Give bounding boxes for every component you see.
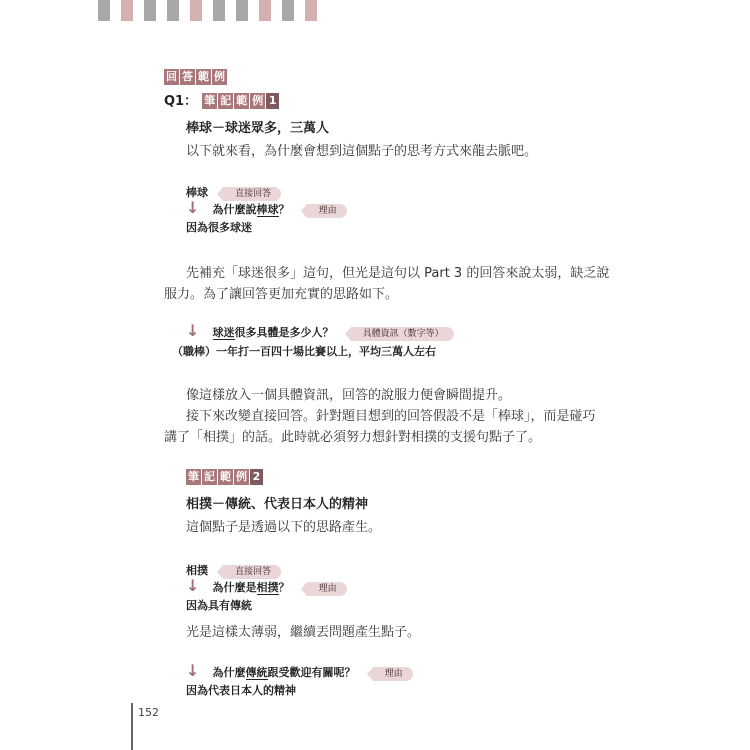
question: 球迷很多具體是多少人？ bbox=[212, 326, 334, 339]
ex2-flow1-answer: 因為具有傳統 bbox=[186, 599, 252, 612]
q1-header bbox=[164, 90, 279, 109]
q1-para1-line1: 先補充「球迷很多」這句，但光是這句以 Part 3 的回答來說太弱，缺乏說 bbox=[186, 266, 610, 281]
direct-answer-pill: 直接回答 bbox=[223, 187, 281, 201]
question: 為什麼說棒球？ bbox=[212, 203, 290, 216]
q1-para2-line2: 接下來改變直接回答。針對題目想到的回答假設不是「棒球」，而是碰巧 bbox=[186, 409, 596, 424]
down-arrow-icon: ↓ bbox=[186, 576, 200, 595]
keyword: 相撲 bbox=[186, 564, 208, 577]
reason-pill: 理由 bbox=[307, 204, 347, 218]
ex2-flow2-question-row bbox=[186, 661, 413, 681]
ex2-flow1-question-row bbox=[186, 576, 347, 596]
down-arrow-icon: ↓ bbox=[186, 321, 200, 340]
q1-flow2-question-row bbox=[186, 321, 454, 341]
down-arrow-icon: ↓ bbox=[186, 661, 200, 680]
note-example-2-tag: 筆 記 範 例 2 bbox=[186, 466, 263, 485]
direct-answer-pill: 直接回答 bbox=[223, 565, 281, 579]
reason-pill: 理由 bbox=[373, 667, 413, 681]
ex2-flow2-answer: 因為代表日本人的精神 bbox=[186, 684, 296, 697]
question: 為什麼傳統跟受歡迎有關呢？ bbox=[212, 666, 356, 679]
q1-para2-line3: 講了「相撲」的話。此時就必須努力想針對相撲的支援句點子了。 bbox=[164, 430, 542, 445]
specific-info-pill: 具體資訊（數字等） bbox=[351, 327, 454, 341]
ex2-intro: 這個點子是透過以下的思路產生。 bbox=[186, 520, 382, 535]
q1-flow1-question-row bbox=[186, 198, 347, 218]
q1-heading: 棒球－球迷眾多，三萬人 bbox=[186, 121, 330, 136]
down-arrow-icon: ↓ bbox=[186, 198, 200, 217]
page-margin-bar bbox=[131, 703, 133, 750]
q1-para1-line2: 服力。為了讓回答更加充實的思路如下。 bbox=[164, 287, 399, 302]
keyword: 棒球 bbox=[186, 186, 208, 199]
question: 為什麼是相撲？ bbox=[212, 581, 290, 594]
answer-example-tag: 回 答 範 例 bbox=[166, 69, 225, 83]
top-decoration bbox=[98, 0, 328, 21]
ex2-para: 光是這樣太薄弱，繼續丟問題產生點子。 bbox=[186, 625, 421, 640]
page-number: 152 bbox=[138, 706, 159, 719]
q1-flow2-answer: （職棒）一年打一百四十場比賽以上，平均三萬人左右 bbox=[172, 345, 436, 358]
ex2-heading: 相撲－傳統、代表日本人的精神 bbox=[186, 497, 369, 512]
q1-label: Q1： bbox=[164, 94, 198, 109]
note-example-1-tag: 筆 記 範 例 1 bbox=[202, 93, 279, 109]
q1-intro: 以下就來看，為什麼會想到這個點子的思考方式來龍去脈吧。 bbox=[186, 144, 538, 159]
q1-para2-line1: 像這樣放入一個具體資訊，回答的說服力便會瞬間提升。 bbox=[186, 388, 512, 403]
q1-flow1-answer: 因為很多球迷 bbox=[186, 221, 252, 234]
reason-pill: 理由 bbox=[307, 582, 347, 596]
